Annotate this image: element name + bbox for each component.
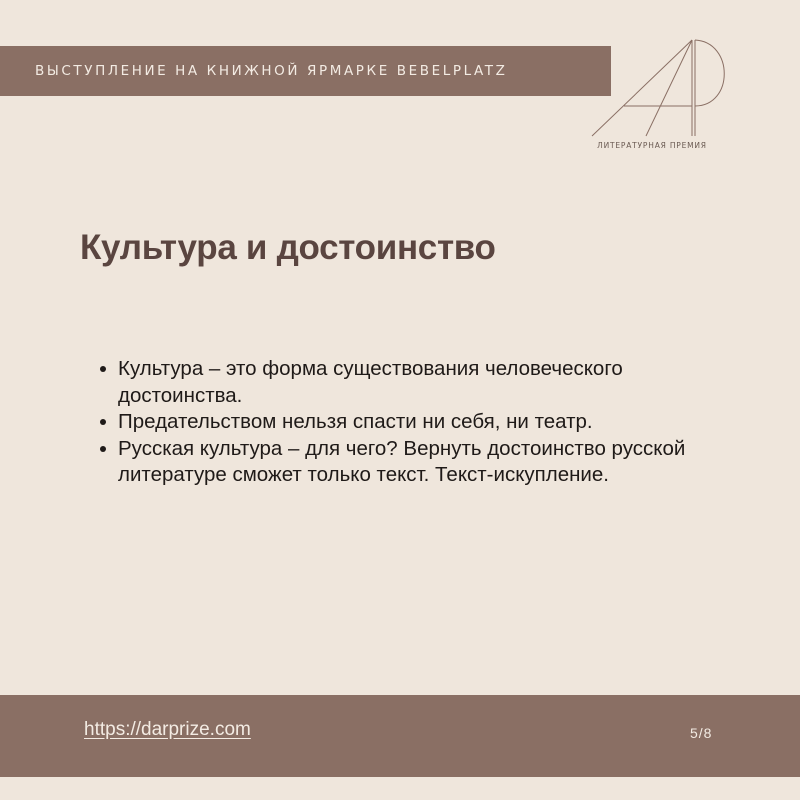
banner-text: ВЫСТУПЛЕНИЕ НА КНИЖНОЙ ЯРМАРКЕ BEBELPLATZ [35,63,508,79]
page-indicator: 5/8 [690,725,713,741]
logo-caption: ЛИТЕРАТУРНАЯ ПРЕМИЯ [597,141,707,150]
website-link[interactable]: https://darprize.com [84,719,251,740]
bullet-icon [100,419,106,425]
list-item [118,356,738,409]
bullet-icon [100,446,106,452]
bullet-text: Русская культура – для чего? Вернуть достоинство русской литературе сможет только текст. Текст-искупление. [118,436,686,486]
bullet-icon [100,366,106,372]
header-banner [0,46,611,96]
footer-bar [0,695,800,777]
bullet-list [118,356,738,489]
bullet-text: Культура – это форма существования человеческого достоинства. [118,357,623,407]
bullet-text: Предательством нельзя спасти ни себя, ни театр. [118,410,593,433]
ap-monogram-logo [584,36,734,154]
list-item [118,436,738,489]
list-item [118,409,738,436]
page-title: Культура и достоинство [80,228,496,267]
